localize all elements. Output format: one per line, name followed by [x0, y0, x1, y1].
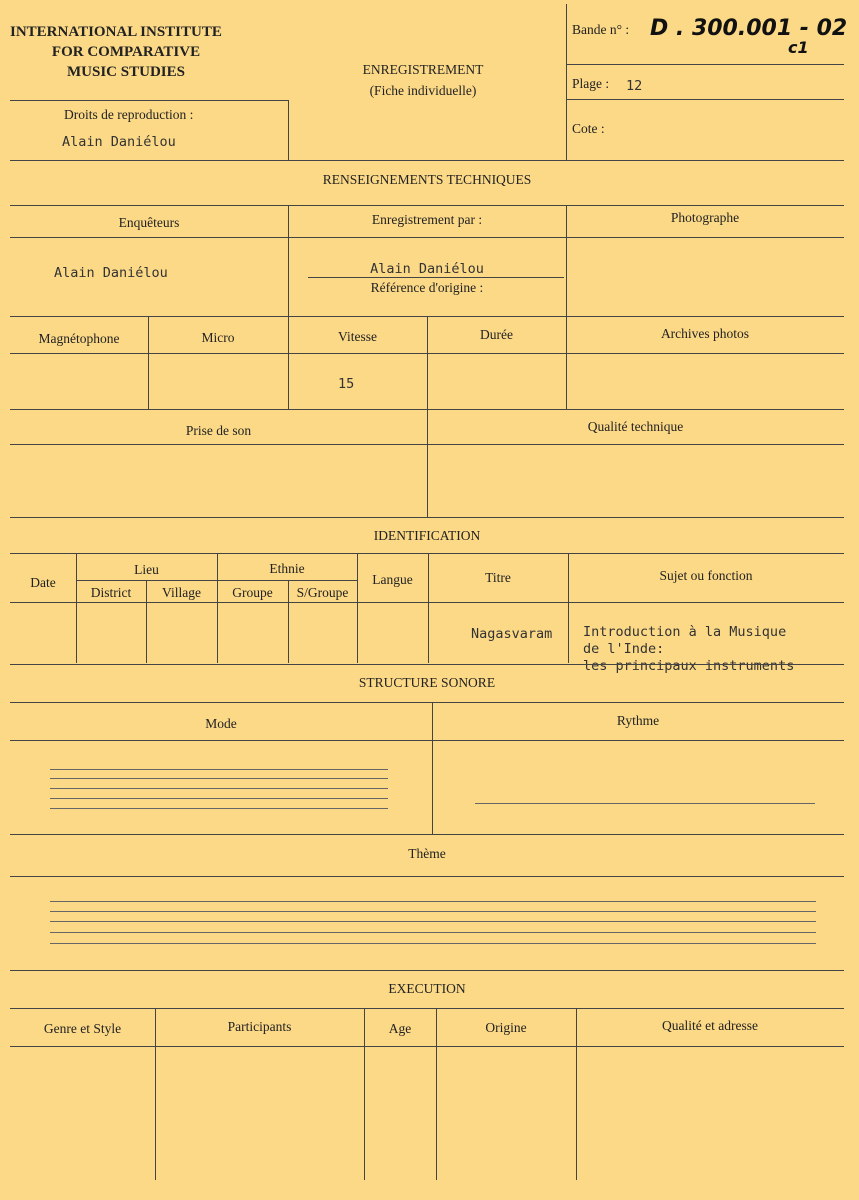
enqueteurs-label: Enquêteurs [118, 215, 180, 230]
institute-line-1: INTERNATIONAL INSTITUTE [10, 24, 222, 40]
lieu-label: Lieu [134, 562, 159, 577]
archives-label: Archives photos [660, 326, 750, 341]
section-title-technique: RENSEIGNEMENTS TECHNIQUES [322, 172, 532, 187]
qualite-label: Qualité technique [587, 419, 684, 434]
theme-label: Thème [408, 846, 446, 861]
section-title-structure: STRUCTURE SONORE [358, 675, 496, 690]
date-label: Date [30, 575, 56, 590]
sujet-line-2: de l'Inde: [583, 641, 665, 657]
form-title: ENREGISTREMENT [362, 62, 484, 77]
photographe-label: Photographe [670, 210, 740, 225]
sujet-label: Sujet ou fonction [659, 568, 753, 583]
district-label: District [90, 585, 132, 600]
mode-label: Mode [205, 716, 237, 731]
enqueteurs-value: Alain Daniélou [54, 265, 168, 281]
vitesse-value: 15 [338, 376, 355, 392]
sgroupe-label: S/Groupe [296, 585, 349, 600]
participants-label: Participants [227, 1019, 292, 1034]
titre-label: Titre [485, 570, 511, 585]
rythme-label: Rythme [616, 713, 660, 728]
origine-label: Origine [485, 1020, 527, 1035]
micro-label: Micro [201, 330, 235, 345]
genre-label: Genre et Style [43, 1021, 122, 1036]
droits-label: Droits de reproduction : [64, 107, 194, 122]
titre-value: Nagasvaram [471, 626, 553, 642]
enregistrement-value: Alain Daniélou [370, 261, 484, 277]
prise-label: Prise de son [185, 423, 252, 438]
form-subtitle: (Fiche individuelle) [369, 83, 477, 98]
plage-label: Plage : [572, 76, 610, 91]
plage-value: 12 [626, 78, 643, 94]
ethnie-label: Ethnie [269, 561, 305, 576]
sujet-line-1: Introduction à la Musique [583, 624, 787, 640]
section-title-identification: IDENTIFICATION [373, 528, 481, 543]
cote-label: Cote : [572, 121, 605, 136]
bande-label: Bande n° : [572, 22, 630, 37]
langue-label: Langue [372, 572, 413, 587]
bande-suffix: c1 [788, 38, 809, 57]
age-label: Age [388, 1021, 412, 1036]
enregistrement-label: Enregistrement par : [371, 212, 483, 227]
droits-value: Alain Daniélou [62, 134, 176, 150]
section-title-execution: EXECUTION [388, 981, 466, 996]
institute-line-3: MUSIC STUDIES [67, 64, 185, 80]
rythme-line [475, 803, 815, 804]
vitesse-label: Vitesse [338, 329, 377, 344]
reference-label: Référence d'origine : [370, 280, 484, 295]
duree-label: Durée [480, 327, 513, 342]
sujet-line-3: les principaux instruments [583, 658, 795, 674]
bande-value: D . 300.001 - 02 [650, 16, 848, 41]
qualite-adresse-label: Qualité et adresse [662, 1018, 758, 1033]
groupe-label: Groupe [232, 585, 273, 600]
magnetophone-label: Magnétophone [38, 331, 120, 346]
village-label: Village [162, 585, 201, 600]
institute-line-2: FOR COMPARATIVE [51, 44, 201, 60]
